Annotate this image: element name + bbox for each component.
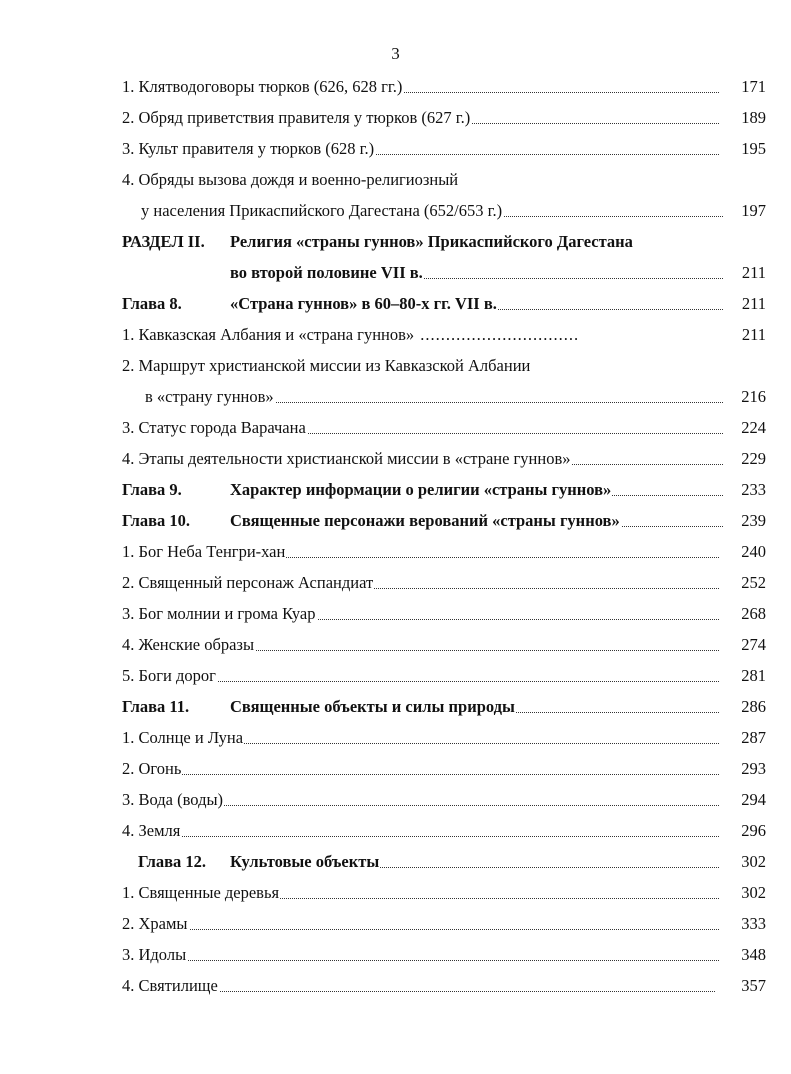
toc-entry — [0, 726, 791, 750]
chapter-heading — [0, 695, 791, 719]
toc-entry-page: 233 — [741, 480, 766, 499]
toc-entry — [0, 602, 791, 626]
toc-entry — [0, 664, 791, 688]
toc-entry — [0, 137, 791, 161]
toc-entry-page: 239 — [741, 511, 766, 530]
toc-entry-page: 216 — [741, 387, 766, 406]
toc-entry — [0, 943, 791, 967]
page-number: 3 — [391, 44, 400, 63]
toc-entry — [0, 106, 791, 130]
toc-entry-page: 240 — [741, 542, 766, 561]
toc-entry-label: 3. Вода (воды) — [122, 788, 719, 812]
toc-entry — [0, 819, 791, 843]
toc-entry — [0, 757, 791, 781]
chapter-heading-label: Глава 11. Священные объекты и силы природы — [122, 695, 719, 719]
toc-entry-page: 171 — [741, 77, 766, 96]
toc-entry-label: 4. Святилище — [122, 974, 715, 998]
chapter-heading-label: Глава 12. Культовые объекты — [138, 850, 719, 874]
toc-entry-label: 3. Бог молнии и грома Куар — [122, 602, 719, 626]
toc-entry — [0, 75, 791, 99]
toc-entry-label: 4. Этапы деятельности христианской миссии в «стране гуннов» — [122, 447, 723, 471]
toc-entry-label: 2. Священный персонаж Аспандиат — [122, 571, 719, 595]
toc-entry-page: 268 — [741, 604, 766, 623]
toc-entry-page: 195 — [741, 139, 766, 158]
toc-entry-label: 3. Культ правителя у тюрков (628 г.) — [122, 137, 719, 161]
toc-entry-label: 1. Солнце и Луна — [122, 726, 719, 750]
toc-entry-page: 281 — [741, 666, 766, 685]
toc-entry-label: 5. Боги дорог — [122, 664, 719, 688]
toc-entry-label: в «страну гуннов» — [145, 385, 723, 409]
chapter-heading-label: Глава 10. Священные персонажи верований «страны гуннов» — [122, 509, 723, 533]
toc-entry-page: 197 — [741, 201, 766, 220]
toc-entry — [0, 788, 791, 812]
toc-entry-label: во второй половине VII в. — [230, 261, 723, 285]
toc-entry — [0, 199, 791, 223]
toc-entry — [0, 323, 791, 347]
toc-entry-page: 274 — [741, 635, 766, 654]
toc-entry-page: 293 — [741, 759, 766, 778]
chapter-heading-label: Глава 8. «Страна гуннов» в 60–80-х гг. VII в. — [122, 292, 723, 316]
toc-entry-label: 1. Бог Неба Тенгри-хан — [122, 540, 719, 564]
toc-entry-page: 302 — [741, 883, 766, 902]
toc-entry — [0, 261, 791, 285]
toc-entry — [0, 354, 791, 378]
toc-entry-label: 4. Женские образы — [122, 633, 719, 657]
toc-entry-page: 229 — [741, 449, 766, 468]
toc-entry-label: 3. Статус города Варачана — [122, 416, 723, 440]
toc-entry-page: 296 — [741, 821, 766, 840]
toc-entry-label: 4. Обряды вызова дождя и военно-религиозный — [122, 170, 459, 189]
chapter-heading — [0, 478, 791, 502]
chapter-heading — [0, 850, 791, 874]
toc-entry-label: 3. Идолы — [122, 943, 719, 967]
toc-entry-page: 211 — [741, 294, 766, 313]
toc-entry — [0, 974, 791, 998]
toc-entry-label: 4. Земля — [122, 819, 719, 843]
section-heading-label: РАЗДЕЛ II. Религия «страны гуннов» Прикаспийского Дагестана — [122, 232, 633, 251]
toc-entry-page: 357 — [741, 976, 766, 995]
toc-entry-page: 224 — [741, 418, 766, 437]
toc-entry-page: 211 — [741, 325, 766, 344]
toc-entry-label: 2. Храмы — [122, 912, 719, 936]
toc-entry — [0, 912, 791, 936]
toc-entry-label: у населения Прикаспийского Дагестана (652/653 г.) — [141, 199, 723, 223]
toc-entry — [0, 416, 791, 440]
toc-entry-page: 348 — [741, 945, 766, 964]
toc-entry-page: 211 — [741, 263, 766, 282]
toc-entry-page: 286 — [741, 697, 766, 716]
toc-entry — [0, 571, 791, 595]
toc-entry-page: 287 — [741, 728, 766, 747]
chapter-heading — [0, 292, 791, 316]
toc-entry-label: 2. Маршрут христианской миссии из Кавказской Албании — [122, 356, 531, 375]
toc-entry-page: 302 — [741, 852, 766, 871]
toc-entry-label: 1. Священные деревья — [122, 881, 719, 905]
toc-entry-page: 189 — [741, 108, 766, 127]
toc-entry-label: 2. Огонь — [122, 757, 719, 781]
toc-entry-page: 294 — [741, 790, 766, 809]
toc-entry-page: 252 — [741, 573, 766, 592]
chapter-heading — [0, 509, 791, 533]
section-heading — [0, 230, 791, 254]
toc-entry — [0, 881, 791, 905]
toc-entry — [0, 633, 791, 657]
toc-entry-label: 2. Обряд приветствия правителя у тюрков (627 г.) — [122, 106, 719, 130]
chapter-heading-label: Глава 9. Характер информации о религии «страны гуннов» — [122, 478, 723, 502]
toc-entry — [0, 447, 791, 471]
toc-entry-label: 1. Клятводоговоры тюрков (626, 628 гг.) — [122, 75, 719, 99]
toc-entry — [0, 540, 791, 564]
toc-entry-label: 1. Кавказская Албания и «страна гуннов» ............................... — [122, 325, 580, 344]
toc-entry — [0, 385, 791, 409]
toc-entry-page: 333 — [741, 914, 766, 933]
toc-entry — [0, 168, 791, 192]
